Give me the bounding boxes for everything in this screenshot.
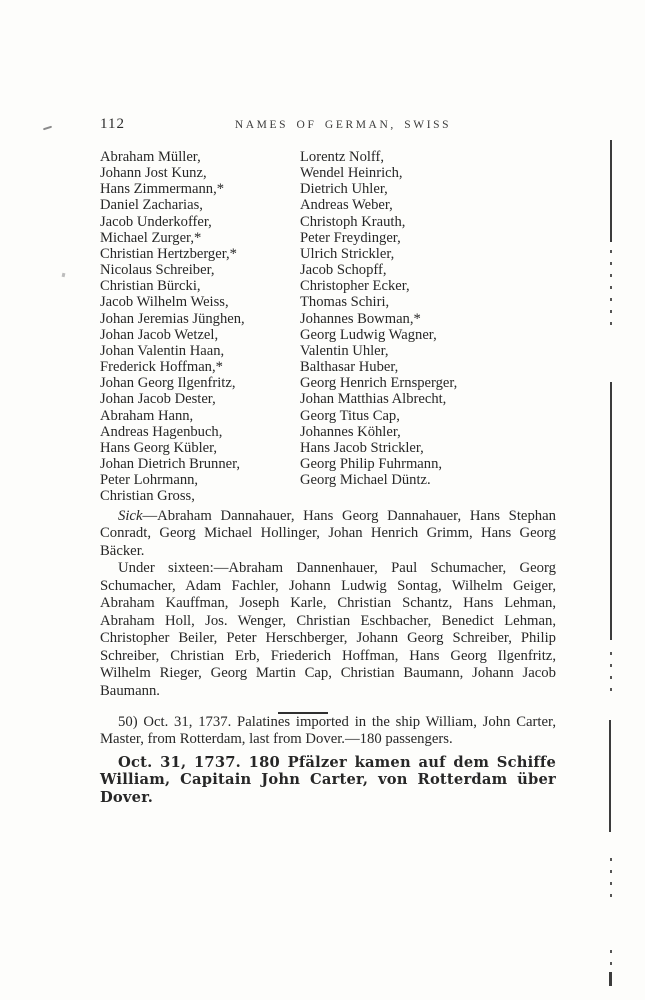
scan-margin-dash bbox=[43, 126, 52, 131]
name-entry: Johannes Köhler, bbox=[300, 423, 401, 440]
sick-paragraph bbox=[100, 508, 556, 560]
name-entry: Abraham Hann, bbox=[100, 407, 194, 424]
scan-edge-dots bbox=[610, 250, 612, 330]
name-entry: Hans Jacob Strickler, bbox=[300, 439, 424, 456]
name-entry: Georg Henrich Ernsperger, bbox=[300, 375, 458, 392]
name-entry: Georg Philip Fuhrmann, bbox=[300, 455, 443, 472]
under-sixteen-paragraph: Under sixteen:—Abraham Dannenhauer, Paul Schumacher, Georg Schumacher, Adam Fachler, Johann Ludwig Sontag, Wilhelm Geiger, Abraham Kauffman, Joseph Karle, Christian Schantz, Hans Lehman, Abraham Holl, Jos. Wenger, Christian Eschbacher, Benedict Lehman, Christopher Beiler, Peter Herschberger, Johann Georg Schreiber, Philip Schreiber, Christian Erb, Friederich Hoffman, Hans Georg Ilgenfritz, Wilhelm Rieger, Georg Martin Cap, Christian Baumann, Johann Jacob Baumann. bbox=[100, 560, 556, 699]
name-entry: Thomas Schiri, bbox=[300, 294, 390, 311]
name-column-left bbox=[100, 149, 300, 504]
name-entry: Abraham Müller, bbox=[100, 149, 201, 165]
name-entry: Christopher Ecker, bbox=[300, 278, 410, 295]
sick-names: —Abraham Dannahauer, Hans Georg Dannahauer, Hans Stephan Conradt, Georg Michael Hollinger, Johan Henrich Grimm, Hans Georg Bäcker. bbox=[100, 508, 556, 559]
passenger-name-list bbox=[100, 149, 570, 504]
scan-margin-tick bbox=[62, 273, 66, 278]
name-entry: Ulrich Strickler, bbox=[300, 245, 395, 262]
name-entry: Johan Jeremias Jünghen, bbox=[100, 310, 245, 327]
name-entry: Johan Dietrich Brunner, bbox=[100, 455, 241, 472]
name-entry: Christian Hertzberger,* bbox=[100, 245, 237, 262]
body-text bbox=[100, 508, 556, 806]
name-entry: Johan Valentin Haan, bbox=[100, 342, 225, 359]
page-number: 112 bbox=[100, 116, 125, 132]
scan-edge-dots bbox=[610, 652, 612, 692]
running-title: NAMES OF GERMAN, SWISS bbox=[234, 119, 452, 131]
name-entry: Peter Lohrmann, bbox=[100, 472, 199, 489]
name-entry: Hans Zimmermann,* bbox=[100, 181, 225, 198]
name-entry: Valentin Uhler, bbox=[300, 342, 389, 359]
name-entry: Andreas Weber, bbox=[300, 197, 393, 214]
name-entry: Georg Titus Cap, bbox=[300, 407, 400, 424]
name-entry: Jacob Underkoffer, bbox=[100, 213, 212, 230]
name-entry: Wendel Heinrich, bbox=[300, 165, 403, 182]
name-entry: Lorentz Nolff, bbox=[300, 149, 385, 165]
name-entry: Christoph Krauth, bbox=[300, 213, 406, 230]
name-entry: Jacob Wilhelm Weiss, bbox=[100, 294, 229, 311]
entry-50-german-paragraph: Oct. 31, 1737. 180 Pfälzer kamen auf dem Schiffe William, Capitain John Carter, von Rotterdam über Dover. bbox=[100, 753, 556, 806]
scan-edge-line bbox=[610, 140, 612, 242]
scan-edge-dots bbox=[610, 858, 612, 903]
scan-edge-line bbox=[609, 720, 611, 832]
name-entry: Hans Georg Kübler, bbox=[100, 439, 218, 456]
name-entry: Frederick Hoffman,* bbox=[100, 359, 223, 376]
name-entry: Georg Michael Düntz. bbox=[300, 472, 431, 489]
scan-edge-dots bbox=[610, 950, 612, 972]
name-entry: Johan Georg Ilgenfritz, bbox=[100, 375, 236, 392]
sick-label: Sick bbox=[118, 508, 143, 524]
name-entry: Andreas Hagenbuch, bbox=[100, 423, 223, 440]
name-entry: Johan Jacob Wetzel, bbox=[100, 326, 219, 343]
entry-50-english-paragraph: 50) Oct. 31, 1737. Palatines imported in the ship William, John Carter, Master, from Rotterdam, last from Dover.—180 passengers. bbox=[100, 713, 556, 748]
name-entry: Nicolaus Schreiber, bbox=[100, 262, 215, 279]
name-entry: Johan Jacob Dester, bbox=[100, 391, 216, 408]
name-entry: Johannes Bowman,* bbox=[300, 310, 421, 327]
name-entry: Georg Ludwig Wagner, bbox=[300, 326, 437, 343]
name-column-right bbox=[300, 149, 570, 504]
scan-edge-line bbox=[610, 382, 612, 640]
name-entry: Dietrich Uhler, bbox=[300, 181, 388, 198]
name-entry: Christian Gross, bbox=[100, 488, 195, 505]
name-entry: Michael Zurger,* bbox=[100, 229, 202, 246]
name-entry: Johan Matthias Albrecht, bbox=[300, 391, 447, 408]
name-entry: Johann Jost Kunz, bbox=[100, 165, 207, 182]
name-entry: Peter Freydinger, bbox=[300, 229, 401, 246]
page-header bbox=[100, 116, 556, 134]
name-entry: Daniel Zacharias, bbox=[100, 197, 203, 214]
name-entry: Christian Bürcki, bbox=[100, 278, 201, 295]
name-entry: Jacob Schopff, bbox=[300, 262, 387, 279]
name-entry: Balthasar Huber, bbox=[300, 359, 399, 376]
scan-edge-mark bbox=[609, 972, 612, 986]
